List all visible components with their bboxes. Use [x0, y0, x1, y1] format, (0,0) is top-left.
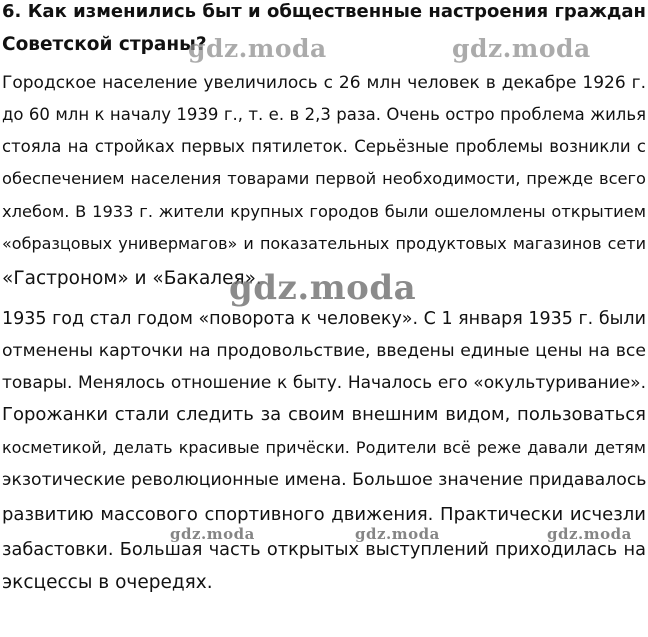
watermark: gdz.moda	[355, 525, 440, 543]
watermark: gdz.moda	[170, 525, 255, 543]
watermark: gdz.moda	[229, 268, 417, 308]
paragraph-2-line-2: отменены карточки на продовольствие, введены единые цены на все	[2, 341, 646, 361]
paragraph-1-line-4: обеспечением населения товарами первой необходимости, прежде всего	[2, 169, 646, 188]
paragraph-1-line-1: Городское население увеличилось с 26 млн человек в декабре 1926 г.	[2, 73, 646, 93]
paragraph-2-line-7: развитию массового спортивного движения. Практически исчезли	[2, 504, 646, 525]
paragraph-2-line-4: Горожанки стали следить за своим внешним видом, пользоваться	[2, 404, 646, 425]
watermark: gdz.moda	[188, 34, 327, 63]
paragraph-1-line-5: хлебом. В 1933 г. жители крупных городов были ошеломлены открытием	[2, 202, 646, 221]
paragraph-2-line-8: забастовки. Большая часть открытых выступлений приходилась на	[2, 540, 646, 560]
paragraph-1-line-7: «Гастроном» и «Бакалея».	[2, 268, 262, 289]
paragraph-2-line-9: эксцессы в очередях.	[2, 572, 213, 593]
watermark: gdz.moda	[547, 525, 632, 543]
paragraph-2-line-6: экзотические революционные имена. Большое значение придавалось	[2, 470, 647, 490]
paragraph-1-line-6: «образцовых универмагов» и показательных продуктовых магазинов сети	[2, 234, 646, 253]
question-line-2: Советской страны?	[2, 34, 207, 55]
paragraph-2-line-5: косметикой, делать красивые причёски. Родители всё реже давали детям	[2, 438, 646, 457]
paragraph-1-line-2: до 60 млн к началу 1939 г., т. е. в 2,3 раза. Очень остро проблема жилья	[2, 105, 646, 124]
paragraph-2-line-1: 1935 год стал годом «поворота к человеку». С 1 января 1935 г. были	[2, 309, 646, 329]
watermark: gdz.moda	[452, 34, 591, 63]
question-line-1: 6. Как изменились быт и общественные настроения граждан	[2, 1, 646, 22]
paragraph-2-line-3: товары. Менялось отношение к быту. Началось его «окультуривание».	[2, 373, 646, 393]
paragraph-1-line-3: стояла на стройках первых пятилеток. Серьёзные проблемы возникли с	[2, 137, 646, 156]
